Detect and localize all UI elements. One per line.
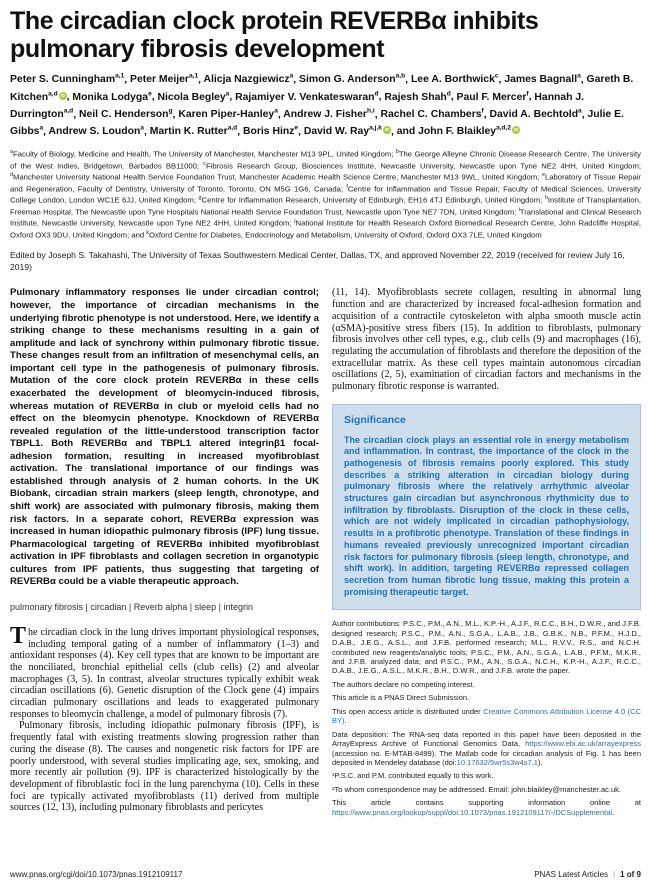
author-name: Rajamiyer V. Venkateswaran$^d$ bbox=[235, 90, 379, 103]
orcid-icon[interactable]: iD bbox=[513, 127, 519, 133]
footer-separator: | bbox=[613, 870, 616, 879]
orcid-icon[interactable]: iD bbox=[60, 92, 65, 98]
author-name: Hannah J. Durrington$^{a,d}$ bbox=[10, 91, 585, 121]
author-name: Karen Piper-Hanley$^a$ bbox=[178, 107, 278, 121]
author-name: Neil C. Henderson$^g$ bbox=[79, 107, 173, 121]
affiliations: $^a$Faculty of Biology, Medicine and Health, The University of Manchester, Manchester M13 9PL, United Kingdom; $^b$The George Alleyne Chronic Disease Research Centre, The University of the West Indies, Bridgetown. Barbados BB11000; $^c$Fibrosis Research Group, Biosciences Institute, Newcastle University, Newcastle upon Tyne NE2 4HH, United Kingdom; $^d$Manchester University National Health Service Foundation Trust, Manchester Academic Health Science Centre, Manchester M13 9WL, United Kingdom; $^e$Laboratory of Tissue Repair and Regeneration, Faculty of Dentistry, University of Toronto, Toronto, ON M5G 1G6, Canada; $^f$Centre for Inflammation and Tissue Repair, Faculty of Medical Sciences, University College London, London WC1E 6JJ, United Kingdom; $^g$Centre for Inflammation Research, University of Edinburgh, EH16 4TJ Edinburgh, United Kingdom; $^h$Institute of Transplantation, Freeman Hospital, The Newcastle upon Tyne Hospitals National Health Service Foundation Trust, Newcastle upon Tyne NE7 7DN, United Kingdom; $^i$Translational and Clinical Research Institute, Newcastle University, Newcastle upon Tyne NE2 4HH, United Kingdom; $^j$National Institute for Health Research Oxford Biomedical Research Centre, John Radcliffe Hospital, Oxford OX3 9DU, United Kingdom; and $^k$Oxford Centre for Diabetes, Endocrinology and Metabolism, University of Oxford, Oxford OX3 7LE, United Kingdom bbox=[10, 149, 641, 240]
notes bbox=[332, 619, 641, 817]
footnote: This article is a PNAS Direct Submission. bbox=[332, 693, 470, 703]
author-name: David A. Bechtold$^a$ bbox=[489, 107, 582, 121]
author-name: Monika Lodyga$^e$ bbox=[72, 90, 152, 103]
page-number: 1 of 9 bbox=[620, 870, 641, 879]
author-name: Nicola Begley$^a$ bbox=[157, 90, 230, 103]
author-name: Andrew J. Fisher$^{h,i}$ bbox=[283, 107, 375, 121]
author-name: David W. Ray$^{a,j,k}$ bbox=[303, 124, 382, 138]
introduction bbox=[10, 622, 319, 814]
footer-right bbox=[534, 870, 641, 879]
page-footer bbox=[10, 870, 641, 879]
footnote: This article contains supporting information online at https://www.pnas.org/lookup/suppl/doi:10.1073/pnas.1912109117/-/DCSupplemental. bbox=[332, 798, 641, 817]
footnote: This open access article is distributed under Creative Commons Attribution License 4.0 (CC BY). bbox=[332, 706, 641, 726]
left-column bbox=[10, 287, 319, 821]
author-name: Martin K. Rutter$^{a,d}$ bbox=[149, 124, 238, 138]
orcid-icon[interactable]: iD bbox=[384, 127, 390, 133]
author-name: Rachel C. Chambers$^f$ bbox=[380, 107, 484, 121]
journal-label: PNAS Latest Articles bbox=[534, 870, 609, 879]
abstract: Pulmonary inflammatory responses lie under circadian control; however, the importance of circadian mechanisms in the underlying fibrotic phenotype is not understood. Here, we identify a striking change to these mechanisms resulting in a gain of amplitude and lack of synchrony within pulmonary fibrotic tissue. These changes result from an infiltration of mesenchymal cells, an important cell type in the pathogenesis of pulmonary fibrosis. Mutation of the core clock protein REVERBα in these cells exacerbated the development of bleomycin-induced fibrosis, whereas mutation of REVERBα in club or myeloid cells had no effect on the bleomycin phenotype. Knockdown of REVERBα revealed regulation of the little-understood transcription factor TBPL1. Both REVERBα and TBPL1 altered integrinβ1 focal-adhesion formation, resulting in increased myofibroblast activation. The translational importance of our findings was established through analysis of 2 human cohorts. In the UK Biobank, circadian strain markers (sleep length, chronotype, and shift work) are associated with pulmonary fibrosis, making them risk factors. In a separate cohort, REVERBα expression was increased in human idiopathic pulmonary fibrosis (IPF) lung tissue. Pharmacological targeting of REVERBα inhibited myofibroblast activation in IPF fibroblasts and collagen secretion in organotypic cultures from IPF patients, thus suggesting that targeting of REVERBα could be a viable therapeutic approach. bbox=[10, 287, 319, 588]
right-column bbox=[332, 287, 641, 821]
author-list: Peter S. Cunningham$^{a,1}$, Peter Meijer$^{a,1}$, Alicja Nazgiewicz$^a$, Simon G. Anderson$^{a,b}$, Lee A. Borthwick$^c$, James Bagnall$^a$, Gareth B. Kitchen$^{a,d}$ iD , Monika Lodyga$^e$, Nicola Begley$^a$, Rajamiyer V. Venkateswaran$^d$, Rajesh Shah$^d$, Paul F. Mercer$^f$, Hannah J. Durrington$^{a,d}$, Neil C. Henderson$^g$, Karen Piper-Hanley$^a$, Andrew J. Fisher$^{h,i}$, Rachel C. Chambers$^f$, David A. Bechtold$^a$, Julie E. Gibbs$^a$, Andrew S. Loudon$^a$, Martin K. Rutter$^{a,d}$, Boris Hinz$^e$, David W. Ray$^{a,j,k}$ iD , and John F. Blaikley$^{a,d,2}$ iD bbox=[10, 73, 634, 138]
author-name: Gareth B. Kitchen$^{a,d}$ bbox=[10, 74, 634, 103]
author-name: Simon G. Anderson$^{a,b}$ bbox=[299, 73, 406, 86]
footnote: ¹P.S.C. and P.M. contributed equally to this work. bbox=[332, 771, 494, 781]
page-title: The circadian clock protein REVERBα inhibits pulmonary fibrosis development bbox=[10, 7, 539, 63]
significance-title: Significance bbox=[344, 413, 406, 426]
intro-paragraph-1 bbox=[10, 622, 319, 721]
author-name: and John F. Blaikley$^{a,d,2}$ bbox=[396, 124, 512, 138]
author-name: Julie E. Gibbs$^a$ bbox=[10, 109, 624, 138]
author-name: James Bagnall$^a$ bbox=[504, 73, 581, 86]
intro-paragraph-2: Pulmonary fibrosis, including idiopathic pulmonary fibrosis (IPF), is frequently fatal with existing treatments slowing progression rather than curing the disease (8). The causes and nongenetic risk factors for IPF are poorly understood, with several studies implicating age, sex, smoking, and more recently air pollution (9). IPF is characterized histologically by the development of fibroblastic foci in the lung parenchyma (10). Cells in these foci are typically activated myofibroblasts (11) derived from multiple sources (12, 13), including pulmonary fibroblasts and pericytes bbox=[10, 720, 319, 814]
link[interactable]: 10.17632/5wr5s3w4s7.1 bbox=[456, 757, 538, 767]
keywords-line: pulmonary fibrosis | circadian | Reverb alpha | sleep | integrin bbox=[10, 601, 253, 612]
author-name: Rajesh Shah$^d$ bbox=[384, 90, 451, 103]
author-name: Peter Meijer$^{a,1}$ bbox=[130, 73, 199, 86]
author-name: Paul F. Mercer$^f$ bbox=[456, 90, 529, 103]
drop-cap: T bbox=[10, 622, 27, 649]
footnote: The authors declare no competing interest. bbox=[332, 679, 475, 689]
author-name: Boris Hinz$^e$ bbox=[243, 124, 299, 138]
footnote: Author contributions: P.S.C., P.M., A.N., M.L., K.P.-H., A.J.F., R.C.C., B.H., D.W.R., and J.F.B. designed research; P.S.C., P.M., A.N., S.G.A., L.A.B., J.B., G.B.K., N.B., P.F.M., H.J.D., D.A.B., J.E.G., A.S.L., and J.F.B. performed research; M.L., R.V.V., R.S., and N.C.H. contributed new reagents/analytic tools; P.S.C., P.M., A.N., S.G.A., L.A.B., P.F.M., M.K.R., and J.F.B. analyzed data; and P.S.C., P.M., A.N., S.G.A., N.C.H., K.P.-H., A.J.F., R.C.C., D.A.B., J.E.G., A.S.L., M.K.R., B.H., D.W.R., and J.F.B. wrote the paper. bbox=[332, 619, 641, 676]
author-name: Lee A. Borthwick$^c$ bbox=[410, 73, 499, 86]
two-column-body bbox=[10, 287, 641, 821]
author-name: Andrew S. Loudon$^a$ bbox=[48, 124, 144, 138]
author-name: Alicja Nazgiewicz$^a$ bbox=[203, 73, 294, 86]
significance-box bbox=[332, 404, 641, 611]
link[interactable]: Creative Commons Attribution License 4.0 (CC BY) bbox=[332, 706, 641, 726]
footnote: ²To whom correspondence may be addressed. Email: john.blaikley@manchester.ac.uk. bbox=[332, 784, 622, 794]
intro-paragraph-1-text: he circadian clock in the lung drives important physiological responses, including temporal gating of a number of inflammatory (1–3) and antioxidant responses (4). Key cell types that are known to be important are the nonciliated, bronchial epithelial cells (club cells) (2) and alveolar macrophages (3, 5). In contrast, alveolar structures typically exhibit weak circadian oscillations (6). Genetic disruption of the Clock gene (4) impairs circadian pulmonary oscillations and leads to exaggerated pulmonary responses to bleomycin challenge, a model of pulmonary fibrosis (7). bbox=[10, 626, 319, 720]
body-paragraph: (11, 14). Myofibroblasts secrete collagen, resulting in abnormal lung function and are characterized by increased focal-adhesion formation and acquisition of a contractile cytoskeleton with alpha smooth muscle actin (αSMA)-positive stress fibers (15). In addition to fibroblasts, pulmonary fibrosis involves other cell types, e.g., club cells (9) and macrophages (16), regulating the accumulation of fibroblasts and therefore the deposition of the extracellular matrix. As these cell types maintain autonomous circadian oscillations (2, 5), examination of circadian factors and mechanisms in the pulmonary fibrotic response is warranted. bbox=[332, 287, 641, 392]
link[interactable]: https://www.pnas.org/lookup/suppl/doi:10.1073/pnas.1912109117/-/DCSupplemental bbox=[332, 807, 613, 817]
link[interactable]: https://www.ebi.ac.uk/arrayexpress bbox=[525, 739, 641, 749]
doi-url[interactable]: www.pnas.org/cgi/doi/10.1073/pnas.1912109117 bbox=[10, 870, 183, 879]
significance-body: The circadian clock plays an essential role in energy metabolism and inflammation. In contrast, the importance of the clock in the pathogenesis of fibrosis remains poorly explored. This study describes a striking alteration in circadian biology during pulmonary fibrosis where the relatively arrhythmic alveolar structures gain circadian but asynchronous rhythmicity due to infiltration by fibroblasts. Disruption of the clock in these cells, which are not widely implicated in circadian pathophysiology, results in a profibrotic phenotype. Translation of these findings in humans revealed previously unrecognized important circadian risk factors for pulmonary fibrosis (sleep length, chronotype, and shift work). In addition, targeting REVERBα repressed collagen secretion from human fibrotic lung tissue, making this protein a promising therapeutic target. bbox=[344, 434, 629, 597]
footnote: Data deposition: The RNA-seq data reported in this paper have been deposited in the ArrayExpress Archive of Functional Genomics Data, https://www.ebi.ac.uk/arrayexpress (accession no. E-MTAB-8499). The Matlab code for circadian analysis of Fig. 1 has been deposited in Mendeley database (doi:10.17632/5wr5s3w4s7.1). bbox=[332, 729, 641, 767]
author-name: Peter S. Cunningham$^{a,1}$ bbox=[10, 73, 125, 86]
edited-by-line: Edited by Joseph S. Takahashi, The University of Texas Southwestern Medical Center, Dallas, TX, and approved November 22, 2019 (received for review July 16, 2019) bbox=[10, 250, 625, 272]
